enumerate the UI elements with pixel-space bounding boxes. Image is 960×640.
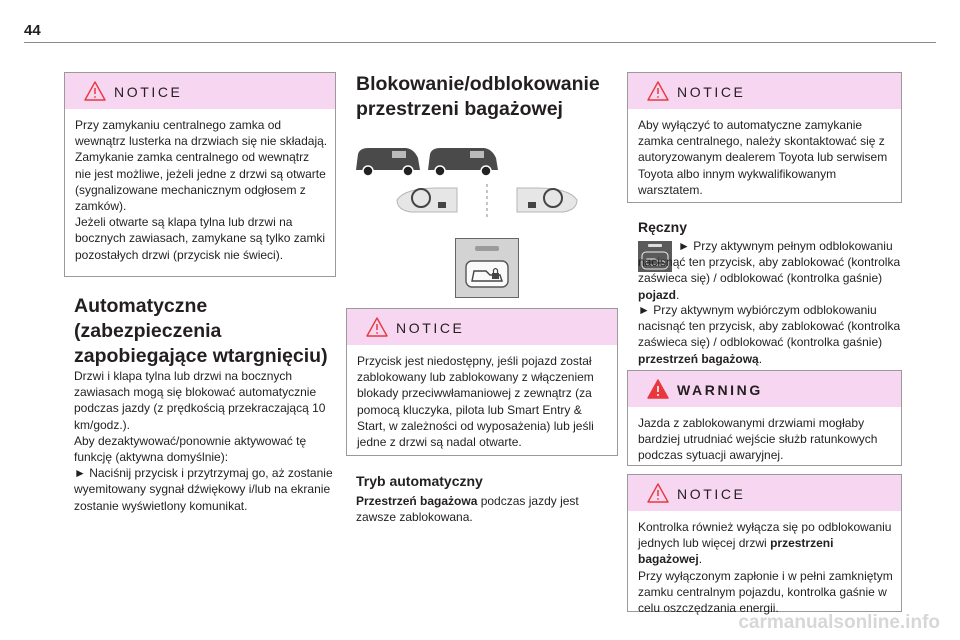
notice-box-central-lock <box>64 72 336 277</box>
sub-heading-automatic-mode: Tryb automatyczny <box>356 473 483 489</box>
cargo-lock-button-panel <box>455 238 519 298</box>
notice-text: Przycisk jest niedostępny, jeśli pojazd został zablokowany lub zablokowany z włączeniem blokady przeciwwłamaniowej z zewnątrz (za pomocą kluczyka, pilota lub Smart Entry & Start, w zależności od wyposażenia) lub jeśli jedne z drzwi są nadal otwarte. <box>357 354 594 450</box>
notice-box-dealer <box>627 72 902 203</box>
body-text: ► Przy aktywnym wybiórczym odblokowaniu nacisnąć ten przycisk, aby zablokować (kontrolka zaświeca się) / odblokować (kontrolka gaśnie) <box>638 303 901 350</box>
keyword: przestrzeni bagażowej <box>638 536 834 567</box>
keyword: Przestrzeń bagażowa <box>356 494 478 508</box>
keyword: przestrzeń bagażową <box>638 351 759 366</box>
sub-heading-manual: Ręczny <box>638 219 688 235</box>
automatic-mode-text <box>356 493 616 525</box>
notice-text: Jeżeli otwarte są klapa tylna lub drzwi na bocznych zawiasach, zamykane są tylko zamki pozostałych drzwi (przycisk nie świeci). <box>75 215 326 262</box>
watermark: carmanualsonline.info <box>738 612 940 633</box>
punctuation: . <box>758 351 763 366</box>
notice-text: Aby wyłączyć to automatyczne zamykanie zamka centralnego, należy skontaktować się z autoryzowanym dealerem Toyota lub serwisem Toyota albo innym wykwalifikowanym warsztatem. <box>638 118 888 197</box>
section-heading-automatic: Automatyczne (zabezpieczenia zapobiegające wtargnięciu) <box>74 295 328 367</box>
notice-header <box>628 475 901 511</box>
automatic-description <box>74 368 342 514</box>
van-long-icon <box>428 148 498 176</box>
notice-text: Zamykanie zamka centralnego od wewnątrz nie jest możliwe, jeżeli jedne z drzwi są otwarte (sygnalizowane mechanicznym odgłosem z zamków). <box>75 150 326 214</box>
manual-step-2 <box>638 302 902 367</box>
notice-box-indicator <box>627 474 902 616</box>
steering-wheel-drive-illustration <box>393 182 581 222</box>
notice-text: Kontrolka również wyłącza się po odblokowaniu jednych lub więcej drzwi <box>638 520 892 551</box>
warning-box-emergency <box>627 370 902 466</box>
warning-triangle-icon <box>366 317 388 337</box>
header-divider <box>24 42 936 43</box>
section-heading-cargo-lock: Blokowanie/odblokowanie przestrzeni bagażowej <box>356 73 600 120</box>
van-short-icon <box>356 148 420 176</box>
cargo-lock-button-icon <box>456 239 518 297</box>
body-text: ► Naciśnij przycisk i przytrzymaj go, aż zostanie wyemitowany sygnał dźwiękowy i/lub na ekranie zostanie wyświetlony komunikat. <box>74 466 333 513</box>
body-text: ► Przy aktywnym pełnym odblokowaniu nacisnąć ten przycisk, aby zablokować (kontrolka zaświeca się) / odblokować (kontrolka gaśnie) <box>638 239 901 286</box>
manual-step-1 <box>638 238 902 303</box>
notice-header <box>65 73 335 109</box>
notice-box-button-unavailable <box>346 308 618 456</box>
keyword: pojazd <box>638 287 676 302</box>
body-text: podczas jazdy jest zawsze zablokowana. <box>356 494 579 525</box>
punctuation: . <box>698 552 703 567</box>
body-text: Drzwi i klapa tylna lub drzwi na bocznych zawiasach mogą się blokować automatycznie podczas jazdy (z prędkością przekraczającą 10 km/godz.). <box>74 369 326 432</box>
warning-text: Jazda z zablokowanymi drzwiami mogłaby bardziej utrudniać wejście służb ratunkowych podczas sytuacji awaryjnej. <box>638 416 878 463</box>
notice-title: NOTICE <box>114 84 183 100</box>
warning-triangle-icon <box>647 81 669 101</box>
warning-triangle-icon <box>647 483 669 503</box>
notice-title: NOTICE <box>677 84 746 100</box>
notice-title: NOTICE <box>396 320 465 336</box>
notice-header <box>347 309 617 345</box>
notice-text: Przy zamykaniu centralnego zamka od wewnątrz lusterka na drzwiach się nie składają. <box>75 118 328 149</box>
punctuation: . <box>676 287 680 302</box>
warning-triangle-icon <box>84 81 106 101</box>
warning-triangle-icon <box>647 379 669 399</box>
notice-title: NOTICE <box>677 486 746 502</box>
warning-header <box>628 371 901 407</box>
notice-header <box>628 73 901 109</box>
page-number: 44 <box>24 22 41 39</box>
warning-title: WARNING <box>677 382 763 398</box>
van-models-illustration <box>352 140 500 180</box>
notice-text: Przy wyłączonym zapłonie i w pełni zamkniętym zamku centralnym pojazdu, kontrolka gaśnie w celu oszczędzania energii. <box>638 568 893 616</box>
body-text: Aby dezaktywować/ponownie aktywować tę funkcję (aktywna domyślnie): <box>74 433 307 465</box>
